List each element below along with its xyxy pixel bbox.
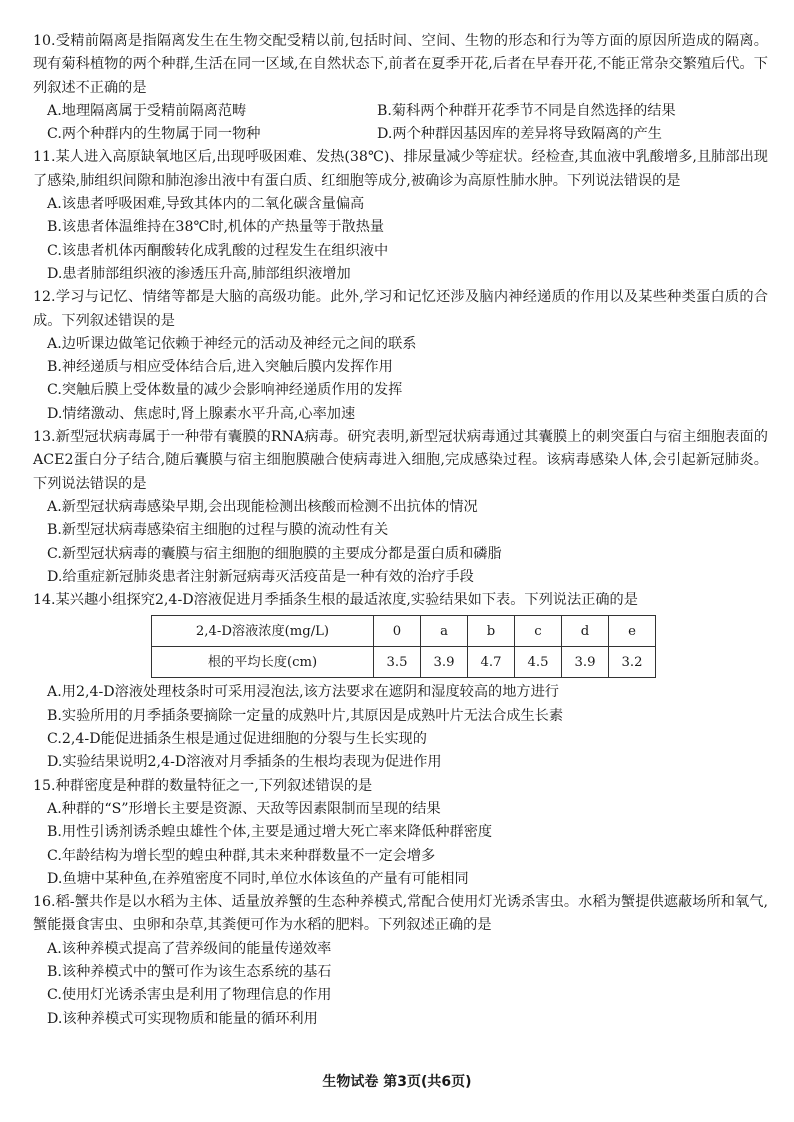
table-row-header: 2,4-D溶液浓度(mg/L) — [152, 616, 374, 647]
question-12 — [33, 286, 768, 426]
table-cell: 4.5 — [515, 647, 562, 678]
question-list — [33, 30, 768, 1031]
table-cell: 3.5 — [374, 647, 421, 678]
option-row — [33, 123, 768, 146]
table-row — [152, 647, 656, 678]
table-cell: a — [421, 616, 468, 647]
table-cell: 3.9 — [562, 647, 609, 678]
option-b: B.该种养模式中的蟹可作为该生态系统的基石 — [47, 963, 332, 980]
table-cell: 3.9 — [421, 647, 468, 678]
question-stem: 16.稻-蟹共作是以水稻为主体、适量放养蟹的生态种养模式,常配合使用灯光诱杀害虫。水稻为蟹提供遮蔽场所和氧气,蟹能摄食害虫、虫卵和杂草,其粪便可作为水稻的肥料。下列叙述正确的是 — [33, 894, 768, 934]
question-stem: 10.受精前隔离是指隔离发生在生物交配受精以前,包括时间、空间、生物的形态和行为等方面的原因所造成的隔离。现有菊科植物的两个种群,生活在同一区域,在自然状态下,前者在夏季开花,后者在早春开花,不能正常杂交繁殖后代。下列叙述不正确的是 — [33, 33, 768, 96]
option-a: A.种群的“S”形增长主要是资源、天敌等因素限制而呈现的结果 — [47, 800, 441, 817]
page-footer: 生物试卷 第3页(共6页) — [322, 1074, 472, 1090]
results-table — [151, 615, 656, 678]
question-stem: 15.种群密度是种群的数量特征之一,下列叙述错误的是 — [33, 777, 373, 794]
option-a: A.新型冠状病毒感染早期,会出现能检测出核酸而检测不出抗体的情况 — [47, 498, 478, 515]
option-c: C.两个种群内的生物属于同一物种 — [47, 126, 261, 143]
table-row-header: 根的平均长度(cm) — [152, 647, 374, 678]
table-cell: c — [515, 616, 562, 647]
table-cell: 4.7 — [468, 647, 515, 678]
question-16 — [33, 891, 768, 1031]
question-stem: 12.学习与记忆、情绪等都是大脑的高级功能。此外,学习和记忆还涉及脑内神经递质的作用以及某些种类蛋白质的合成。下列叙述错误的是 — [33, 289, 768, 329]
question-14 — [33, 589, 768, 774]
option-d: D.两个种群因基因库的差异将导致隔离的产生 — [377, 126, 662, 143]
option-a: A.该种养模式提高了营养级间的能量传递效率 — [47, 940, 332, 957]
option-b: B.实验所用的月季插条要摘除一定量的成熟叶片,其原因是成熟叶片无法合成生长素 — [47, 707, 564, 724]
option-a: A.该患者呼吸困难,导致其体内的二氧化碳含量偏高 — [47, 196, 365, 213]
option-d: D.情绪激动、焦虑时,肾上腺素水平升高,心率加速 — [47, 405, 356, 422]
option-d: D.给重症新冠肺炎患者注射新冠病毒灭活疫苗是一种有效的治疗手段 — [47, 568, 474, 585]
option-d: D.该种养模式可实现物质和能量的循环利用 — [47, 1010, 318, 1027]
option-a: A.用2,4-D溶液处理枝条时可采用浸泡法,该方法要求在遮阴和湿度较高的地方进行 — [47, 684, 559, 701]
table-cell: e — [609, 616, 656, 647]
table-cell: 3.2 — [609, 647, 656, 678]
option-c: C.使用灯光诱杀害虫是利用了物理信息的作用 — [47, 987, 332, 1004]
option-a: A.地理隔离属于受精前隔离范畴 — [47, 102, 247, 119]
option-b: B.新型冠状病毒感染宿主细胞的过程与膜的流动性有关 — [47, 522, 389, 539]
option-b: B.用性引诱剂诱杀蝗虫雄性个体,主要是通过增大死亡率来降低种群密度 — [47, 824, 493, 841]
question-13 — [33, 426, 768, 589]
question-15 — [33, 775, 768, 891]
option-d: D.患者肺部组织液的渗透压升高,肺部组织液增加 — [47, 265, 351, 282]
option-d: D.实验结果说明2,4-D溶液对月季插条的生根均表现为促进作用 — [47, 754, 442, 771]
option-c: C.新型冠状病毒的囊膜与宿主细胞的细胞膜的主要成分都是蛋白质和磷脂 — [47, 545, 502, 562]
option-b: B.神经递质与相应受体结合后,进入突触后膜内发挥作用 — [47, 359, 393, 376]
option-c: C.2,4-D能促进插条生根是通过促进细胞的分裂与生长实现的 — [47, 731, 427, 748]
option-b: B.该患者体温维持在38℃时,机体的产热量等于散热量 — [47, 219, 385, 236]
question-11 — [33, 146, 768, 286]
option-d: D.鱼塘中某种鱼,在养殖密度不同时,单位水体该鱼的产量有可能相同 — [47, 870, 469, 887]
question-stem: 14.某兴趣小组探究2,4-D溶液促进月季插条生根的最适浓度,实验结果如下表。下列说法正确的是 — [33, 592, 638, 609]
question-stem: 13.新型冠状病毒属于一种带有囊膜的RNA病毒。研究表明,新型冠状病毒通过其囊膜上的刺突蛋白与宿主细胞表面的ACE2蛋白分子结合,随后囊膜与宿主细胞膜融合使病毒进入细胞,完成感染过程。该病毒感染人体,会引起新冠肺炎。下列说法错误的是 — [33, 429, 768, 492]
table-cell: 0 — [374, 616, 421, 647]
option-row — [33, 100, 768, 123]
option-c: C.该患者机体丙酮酸转化成乳酸的过程发生在组织液中 — [47, 242, 389, 259]
table-cell: d — [562, 616, 609, 647]
option-a: A.边听课边做笔记依赖于神经元的活动及神经元之间的联系 — [47, 335, 417, 352]
option-c: C.突触后膜上受体数量的减少会影响神经递质作用的发挥 — [47, 382, 403, 399]
table-row — [152, 616, 656, 647]
option-c: C.年龄结构为增长型的蝗虫种群,其未来种群数量不一定会增多 — [47, 847, 436, 864]
question-10 — [33, 30, 768, 146]
option-b: B.菊科两个种群开花季节不同是自然选择的结果 — [377, 102, 676, 119]
table-cell: b — [468, 616, 515, 647]
question-stem: 11.某人进入高原缺氧地区后,出现呼吸困难、发热(38℃)、排尿量减少等症状。经检查,其血液中乳酸增多,且肺部出现了感染,肺组织间隙和肺泡渗出液中有蛋白质、红细胞等成分,被确诊为高原性肺水肿。下列说法错误的是 — [33, 149, 768, 189]
